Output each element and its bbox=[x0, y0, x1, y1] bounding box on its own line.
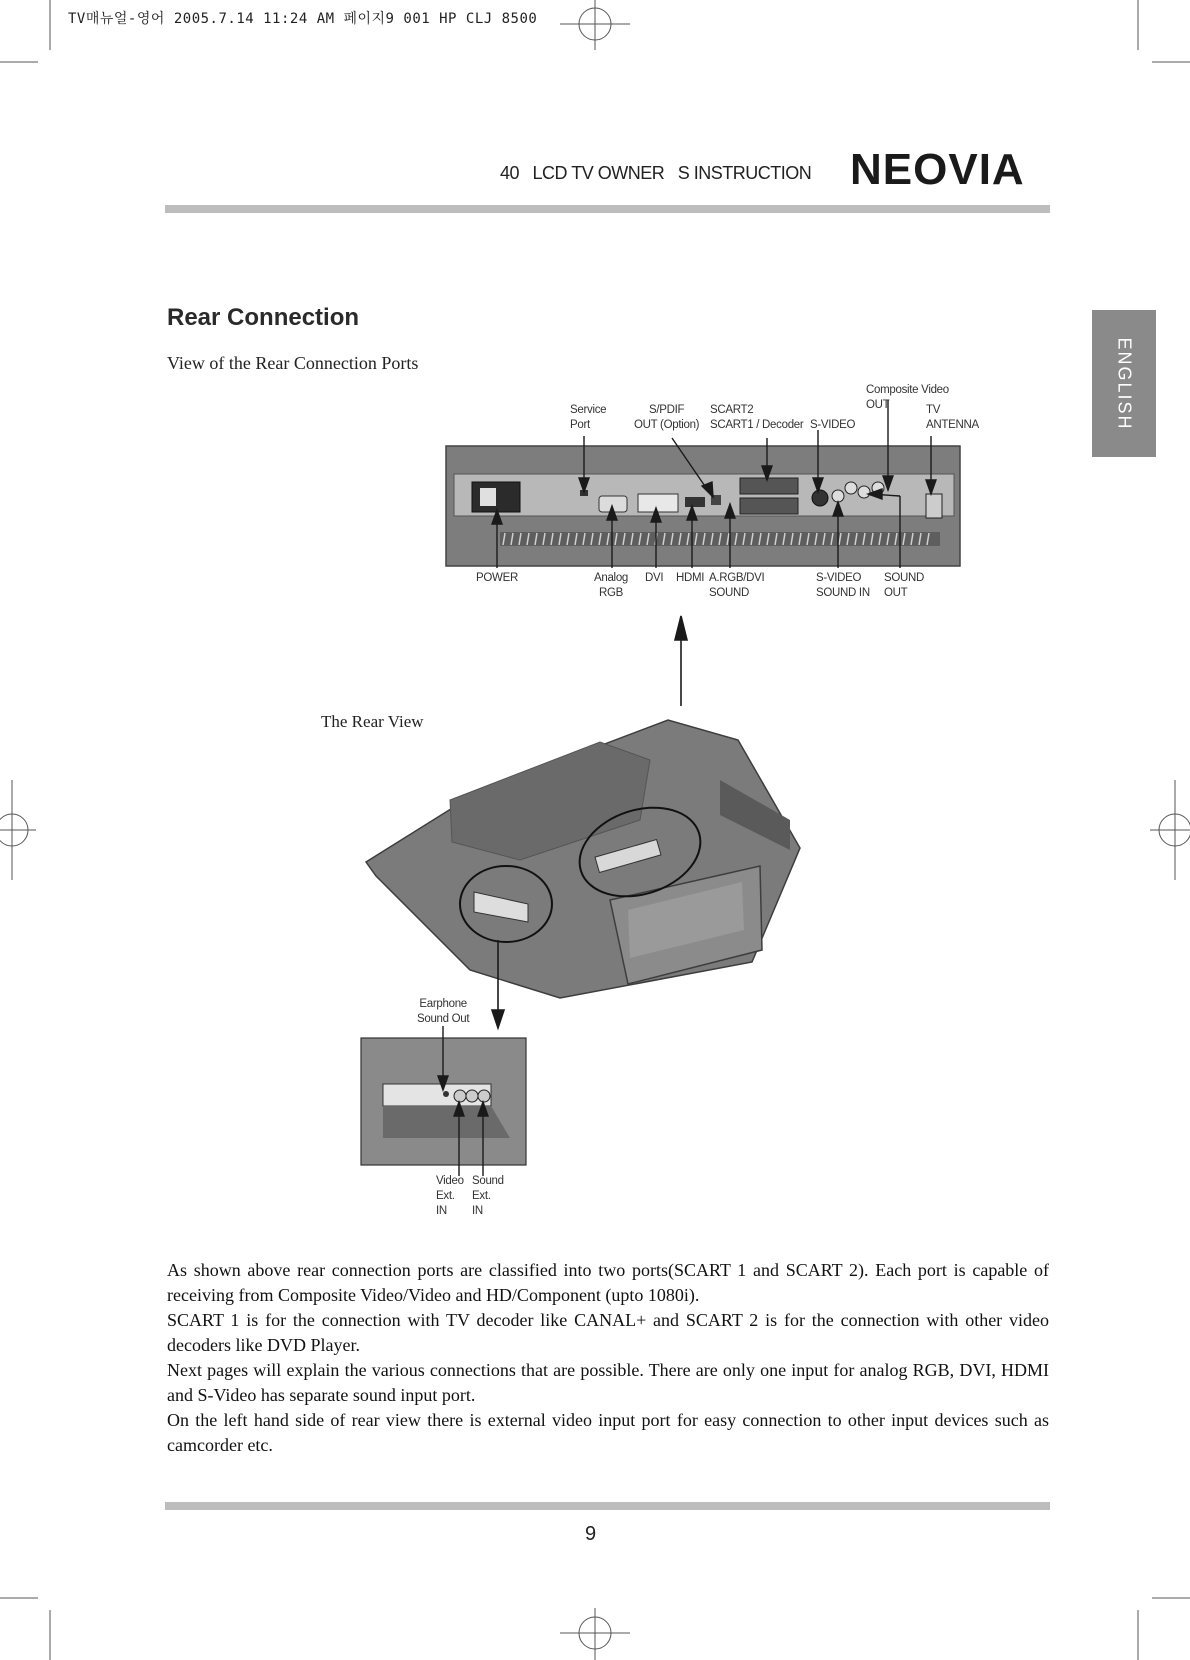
rca-jack bbox=[466, 1090, 478, 1102]
label-composite-video-out: Composite Video OUT bbox=[866, 384, 949, 411]
label-sound-ext-in: Sound Ext. IN bbox=[472, 1175, 504, 1217]
label-svideo: S-VIDEO bbox=[810, 419, 856, 431]
label-argb-dvi-sound: A.RGB/DVI SOUND bbox=[709, 572, 765, 599]
footer-rule bbox=[165, 1502, 1050, 1510]
label-scart: SCART2 SCART1 / Decoder bbox=[710, 404, 804, 431]
brand-logo: NEOVIA bbox=[850, 145, 1025, 194]
rca-jack bbox=[858, 486, 870, 498]
scart2-port bbox=[740, 478, 798, 494]
scart1-port bbox=[740, 498, 798, 514]
rca-jack bbox=[845, 482, 857, 494]
hdmi-port bbox=[685, 497, 705, 507]
rear-view-label: The Rear View bbox=[321, 712, 424, 731]
manual-header: 40 LCD TV OWNER S INSTRUCTION bbox=[500, 163, 812, 183]
body-text bbox=[167, 1258, 1049, 1458]
language-tab-label: ENGLISH bbox=[1114, 336, 1135, 431]
earphone-jack bbox=[443, 1091, 449, 1097]
label-video-ext-in: Video Ext. IN bbox=[436, 1175, 464, 1217]
dvi-port bbox=[638, 494, 678, 512]
label-spdif: S/PDIF OUT (Option) bbox=[634, 404, 700, 431]
label-analog-rgb: Analog RGB bbox=[594, 572, 629, 599]
paragraph: Next pages will explain the various connections that are possible. There are only one input for analog RGB, DVI, HDMI and S-Video has separate sound input port. bbox=[167, 1360, 1049, 1405]
label-hdmi: HDMI bbox=[676, 572, 705, 584]
label-power: POWER bbox=[476, 572, 518, 584]
label-dvi: DVI bbox=[645, 572, 664, 584]
label-tv-antenna: TV ANTENNA bbox=[926, 404, 979, 431]
print-crop-header: TV매뉴얼-영어 2005.7.14 11:24 AM 페이지9 001 HP CLJ 8500 bbox=[68, 11, 538, 27]
rca-jack bbox=[478, 1090, 490, 1102]
label-service-port: Service Port bbox=[570, 404, 607, 431]
rca-jack bbox=[454, 1090, 466, 1102]
label-earphone-sound-out: Earphone Sound Out bbox=[417, 998, 470, 1025]
tv-rear-view bbox=[348, 706, 828, 1002]
paragraph: As shown above rear connection ports are classified into two ports(SCART 1 and SCART 2). Each port is capable of receiving from Composite Video/Video and HD/Component (upto 1080i). bbox=[167, 1260, 1049, 1305]
label-sound-out: SOUND OUT bbox=[884, 572, 925, 599]
paragraph: SCART 1 is for the connection with TV decoder like CANAL+ and SCART 2 is for the connection with other video decoders like DVD Player. bbox=[167, 1310, 1049, 1355]
section-subtitle: View of the Rear Connection Ports bbox=[167, 353, 419, 373]
paragraph: On the left hand side of rear view there is external video input port for easy connection to other input devices such as camcorder etc. bbox=[167, 1410, 1049, 1455]
antenna-port bbox=[926, 494, 942, 518]
label-svideo-sound-in: S-VIDEO SOUND IN bbox=[816, 572, 870, 599]
section-title: Rear Connection bbox=[167, 304, 360, 331]
power-rocker bbox=[480, 488, 496, 506]
page-number: 9 bbox=[585, 1523, 597, 1545]
svideo-port bbox=[812, 490, 828, 506]
